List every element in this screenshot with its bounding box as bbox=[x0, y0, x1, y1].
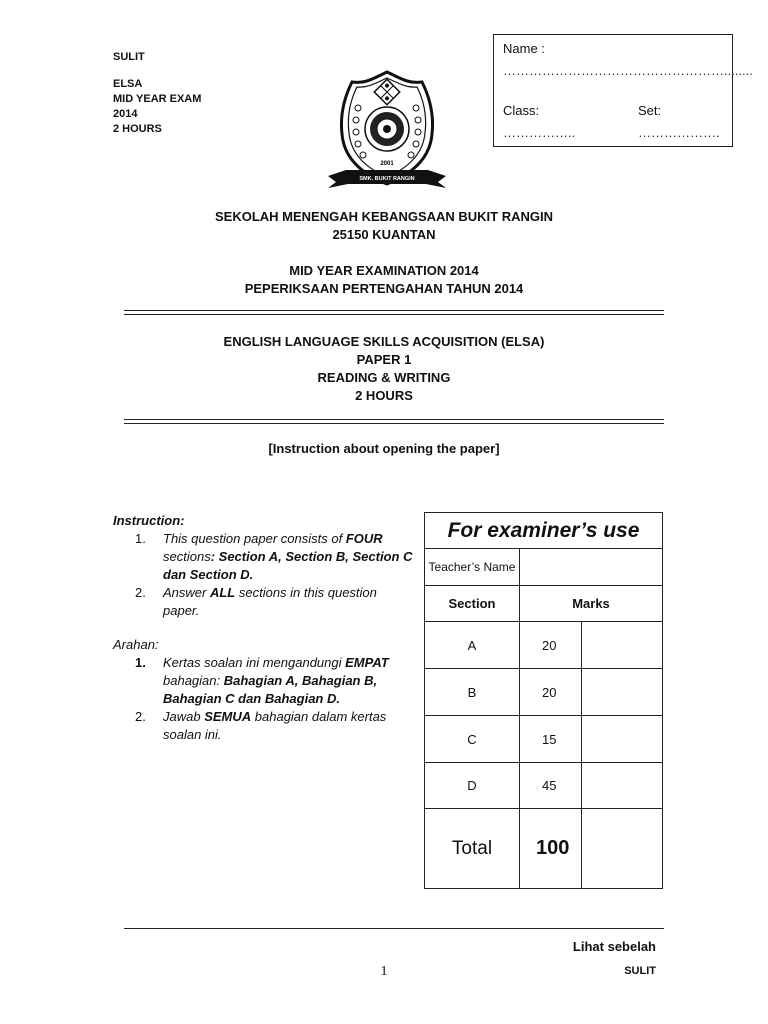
class-label: Class: bbox=[503, 103, 540, 118]
instruction-text: bahagian: bbox=[163, 673, 224, 688]
max-marks-cell: 15 bbox=[520, 716, 582, 763]
instruction-text: sections bbox=[163, 549, 211, 564]
school-name: SEKOLAH MENENGAH KEBANGSAAN BUKIT RANGIN bbox=[214, 209, 553, 224]
set-field[interactable]: ………………. bbox=[638, 125, 720, 140]
marks-row bbox=[425, 669, 663, 716]
max-marks-cell: 20 bbox=[520, 622, 582, 669]
score-cell[interactable] bbox=[582, 716, 663, 763]
instruction-number: 1. bbox=[135, 655, 146, 670]
section-cell: C bbox=[425, 716, 520, 763]
marks-row bbox=[425, 716, 663, 763]
instructions-heading: Instruction: bbox=[113, 513, 185, 528]
section-cell: A bbox=[425, 622, 520, 669]
double-rule-bottom-a bbox=[124, 419, 664, 420]
double-rule-bottom-b bbox=[124, 423, 664, 424]
school-address: 25150 KUANTAN bbox=[332, 227, 436, 242]
instruction-text: Kertas soalan ini mengandungi bbox=[163, 655, 346, 670]
max-marks-cell: 45 bbox=[520, 763, 582, 809]
instructions-section bbox=[113, 512, 413, 744]
section-cell: B bbox=[425, 669, 520, 716]
teacher-name-cell[interactable] bbox=[520, 549, 663, 586]
instruction-text: FOUR bbox=[345, 531, 383, 546]
instruction-text: bahagian dalam kertas soalan ini. bbox=[163, 709, 387, 742]
name-field[interactable]: ……………………………………………........ bbox=[503, 63, 753, 78]
instruction-text: Answer bbox=[163, 585, 210, 600]
instruction-text: ALL bbox=[209, 585, 236, 600]
total-label: Total bbox=[425, 809, 520, 889]
exam-title-en: MID YEAR EXAMINATION 2014 bbox=[289, 263, 479, 278]
sulit-footer: SULIT bbox=[624, 965, 656, 977]
header-block bbox=[113, 50, 201, 137]
instruction-number: 2. bbox=[135, 709, 146, 724]
exam-year: 2014 bbox=[113, 108, 138, 120]
score-cell[interactable] bbox=[582, 763, 663, 809]
score-cell[interactable] bbox=[582, 669, 663, 716]
instruction-number: 1. bbox=[135, 531, 146, 546]
marks-row bbox=[425, 763, 663, 809]
arahan-heading: Arahan: bbox=[113, 637, 159, 652]
double-rule-top-b bbox=[124, 314, 664, 315]
warning-text: [Instruction about opening the paper] bbox=[268, 441, 500, 456]
school-crest-logo bbox=[322, 68, 452, 196]
marks-row bbox=[425, 622, 663, 669]
instruction-text: EMPAT bbox=[345, 655, 389, 670]
page-number: 1 bbox=[380, 964, 388, 979]
double-rule-top-a bbox=[124, 310, 664, 311]
paper-subject: ENGLISH LANGUAGE SKILLS ACQUISITION (ELSA) bbox=[223, 334, 545, 349]
set-label: Set: bbox=[638, 103, 662, 118]
instruction-number: 2. bbox=[135, 585, 146, 600]
teacher-name-label: Teacher’s Name bbox=[425, 549, 520, 586]
instruction-item-ms bbox=[113, 708, 413, 744]
name-label: Name : bbox=[503, 41, 545, 56]
examiner-table bbox=[424, 512, 663, 889]
section-cell: D bbox=[425, 763, 520, 809]
instruction-text: : Section A, Section B, Section C dan Section D. bbox=[163, 549, 413, 582]
instruction-item-en bbox=[113, 530, 413, 584]
subject-code: ELSA bbox=[113, 78, 143, 90]
instructions-list-en bbox=[113, 530, 413, 620]
footer-rule bbox=[124, 928, 664, 929]
crest-banner-text: SMK. BUKIT RANGIN bbox=[359, 176, 415, 182]
total-max: 100 bbox=[520, 809, 582, 889]
paper-component: READING & WRITING bbox=[317, 370, 451, 385]
instruction-text: SEMUA bbox=[204, 709, 252, 724]
paper-duration: 2 HOURS bbox=[355, 388, 413, 403]
exam-name: MID YEAR EXAM bbox=[113, 93, 202, 105]
crest-year: 2001 bbox=[380, 161, 394, 167]
max-marks-cell: 20 bbox=[520, 669, 582, 716]
exam-duration: 2 HOURS bbox=[113, 123, 162, 135]
instruction-item-en bbox=[113, 584, 413, 620]
section-header: Section bbox=[425, 586, 520, 622]
candidate-info-box bbox=[493, 34, 753, 147]
exam-title-ms: PEPERIKSAAN PERTENGAHAN TAHUN 2014 bbox=[244, 281, 524, 296]
instruction-item-ms bbox=[113, 654, 413, 708]
total-score-cell[interactable] bbox=[582, 809, 663, 889]
class-field[interactable]: …………….. bbox=[503, 125, 576, 140]
instruction-text: Bahagian A, Bahagian B, Bahagian C dan Bahagian D. bbox=[163, 673, 378, 706]
instruction-text: Jawab bbox=[163, 709, 205, 724]
score-cell[interactable] bbox=[582, 622, 663, 669]
examiner-table-title: For examiner’s use bbox=[425, 513, 663, 549]
marks-header: Marks bbox=[520, 586, 663, 622]
instruction-text: This question paper consists of bbox=[163, 531, 346, 546]
paper-number: PAPER 1 bbox=[356, 352, 412, 367]
instruction-text: sections in this question paper. bbox=[163, 585, 377, 618]
lihat-sebelah: Lihat sebelah bbox=[572, 939, 656, 954]
instructions-list-ms bbox=[113, 654, 413, 744]
sulit-label: SULIT bbox=[113, 51, 145, 63]
